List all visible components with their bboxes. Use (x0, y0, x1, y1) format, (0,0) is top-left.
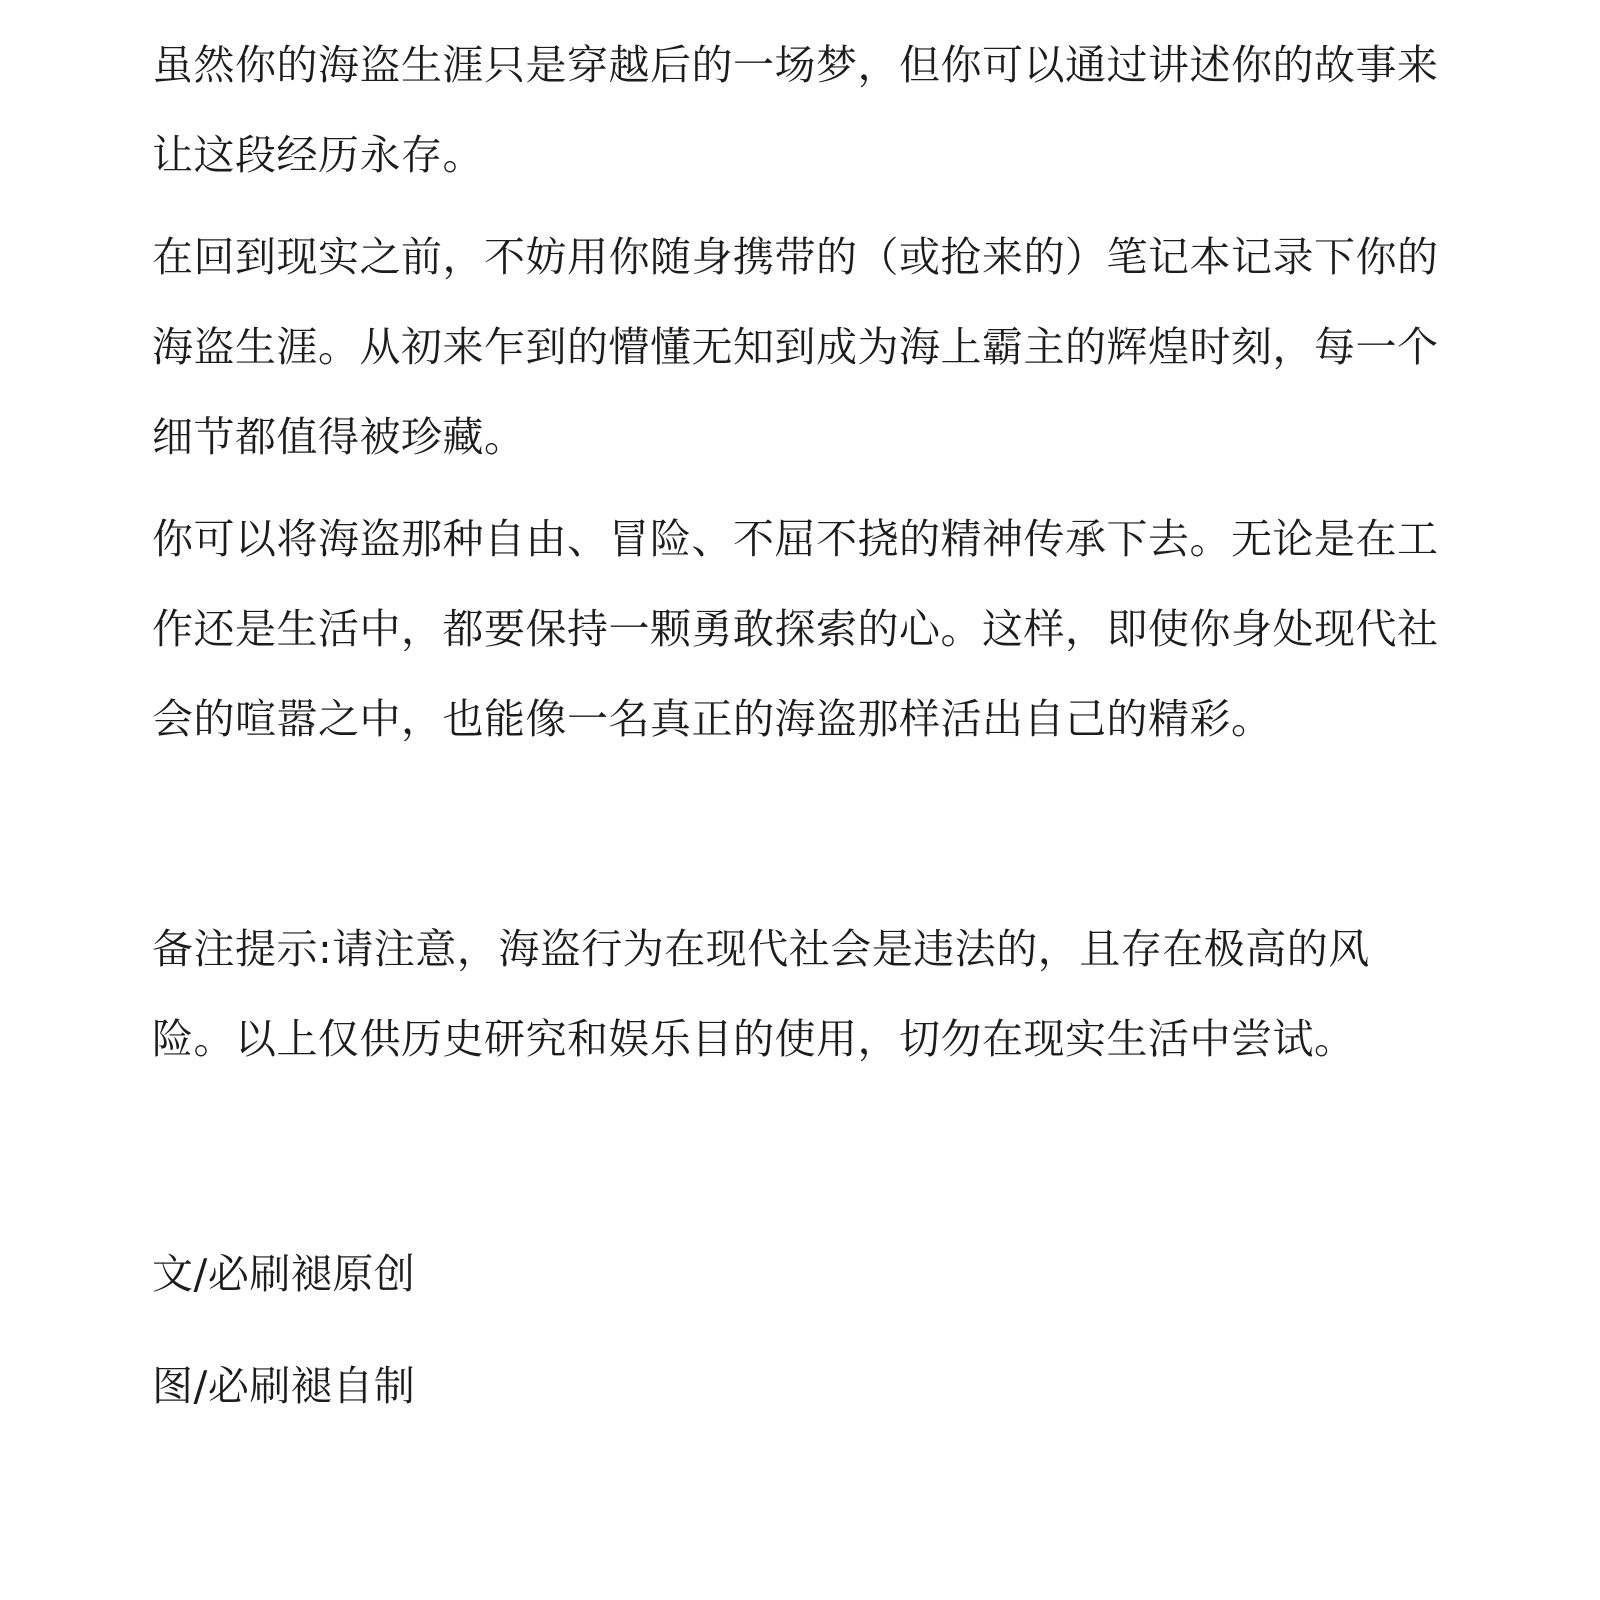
paragraph-pirate-spirit: 你可以将海盗那种自由、冒险、不屈不挠的精神传承下去。无论是在工作还是生活中，都要保持一颗勇敢探索的心。这样，即使你身处现代社会的喧嚣之中，也能像一名真正的海盗那样活出自己的精彩。 (152, 515, 1439, 743)
paragraph-dream-story: 虽然你的海盗生涯只是穿越后的一场梦，但你可以通过讲述你的故事来让这段经历永存。 (152, 41, 1439, 179)
paragraph-notebook-record: 在回到现实之前，不妨用你随身携带的（或抢来的）笔记本记录下你的海盗生涯。从初来乍到的懵懂无知到成为海上霸主的辉煌时刻，每一个细节都值得被珍藏。 (152, 233, 1439, 461)
author-credit: 文/必刷褪原创 (152, 1250, 416, 1298)
article-body (152, 20, 1452, 1416)
disclaimer-note: 备注提示:请注意，海盗行为在现代社会是违法的，且存在极高的风险。以上仅供历史研究和娱乐目的使用，切勿在现实生活中尝试。 (152, 925, 1370, 1063)
image-credit: 图/必刷褪自制 (152, 1362, 416, 1410)
